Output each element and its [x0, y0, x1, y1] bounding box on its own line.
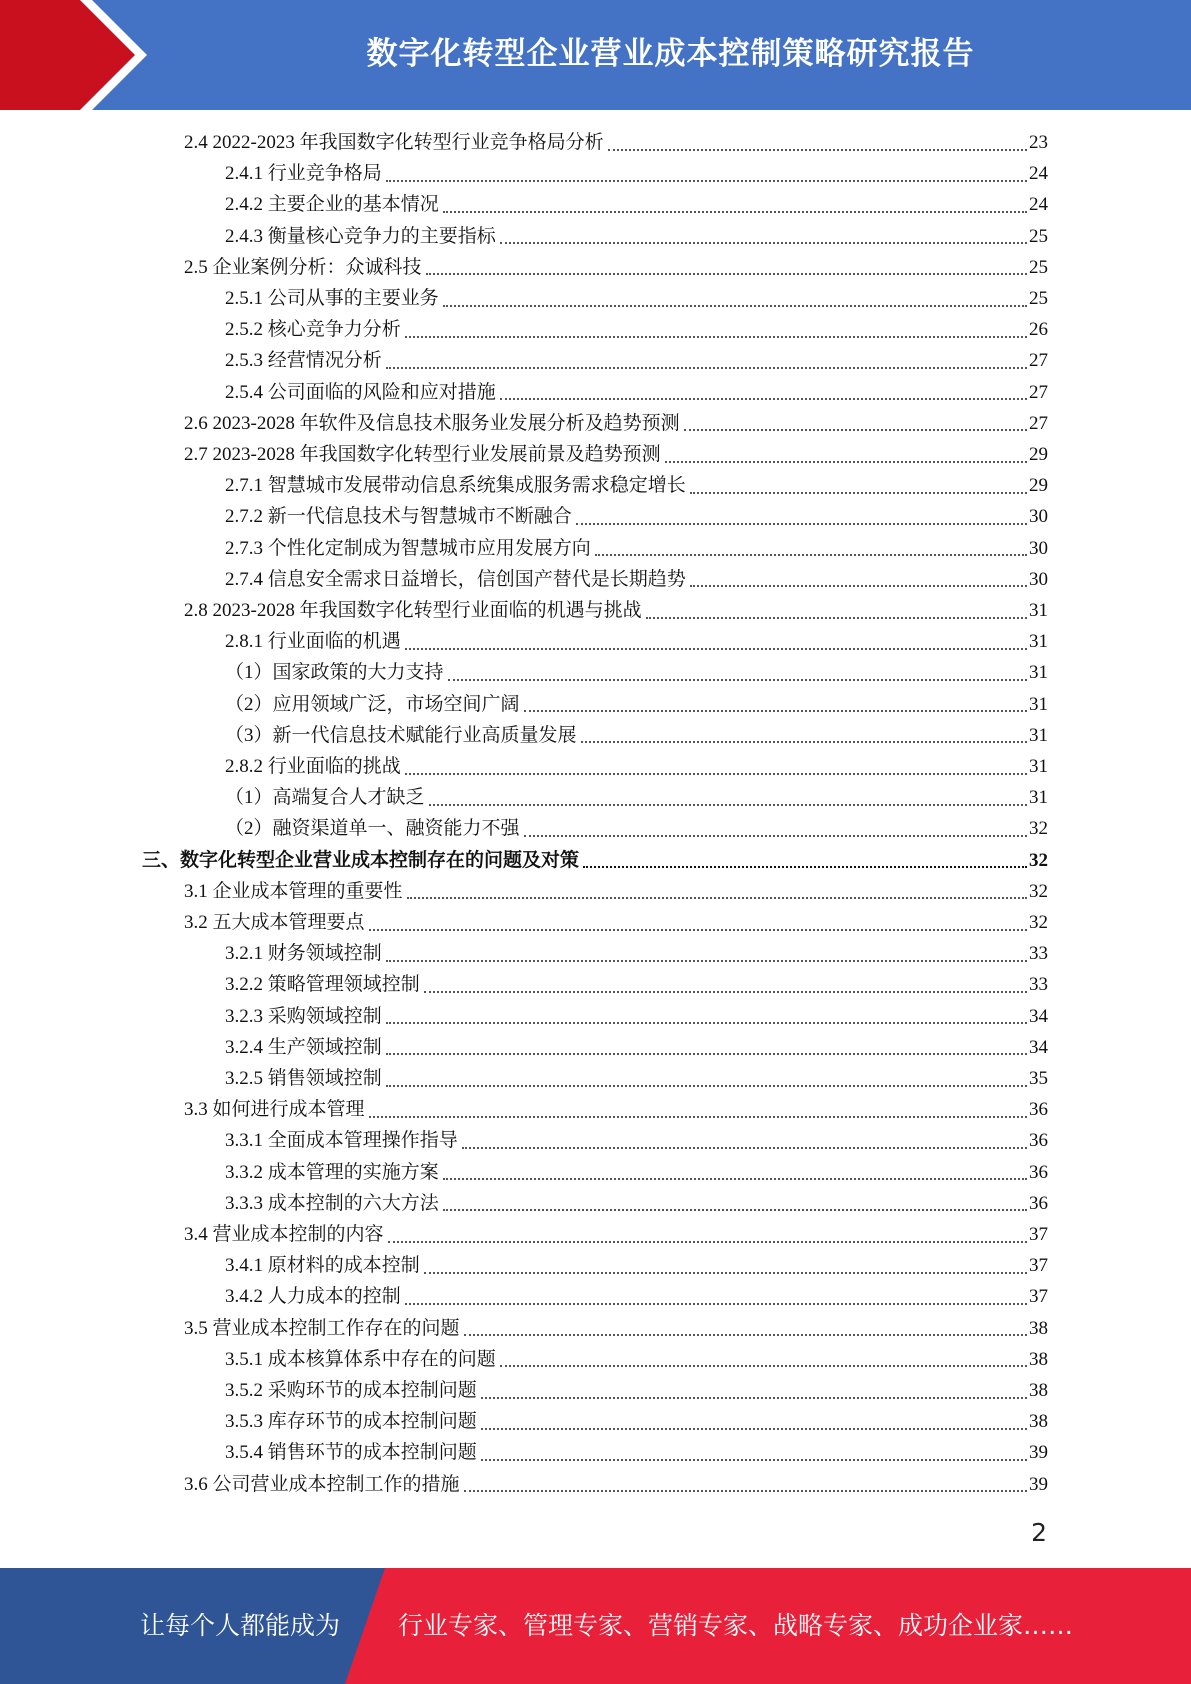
toc-entry-title: 3.2.4 生产领域控制 [225, 1036, 382, 1058]
toc-entry-page: 26 [1029, 319, 1048, 341]
toc-entry-page: 34 [1029, 1005, 1048, 1027]
toc-entry-title: （1）国家政策的大力支持 [225, 662, 444, 684]
toc-dot-leader [581, 741, 1027, 743]
toc-entry-page: 32 [1029, 912, 1048, 933]
toc-entry[interactable] [184, 907, 1048, 938]
toc-entry[interactable] [184, 595, 1048, 626]
toc-dot-leader [608, 149, 1027, 151]
toc-entry-title: 3.5 营业成本控制工作存在的问题 [184, 1317, 460, 1339]
toc-dot-leader [424, 1272, 1027, 1274]
toc-dot-leader [500, 1365, 1027, 1367]
toc-entry-page: 25 [1029, 225, 1048, 247]
toc-entry-page: 36 [1029, 1099, 1048, 1121]
toc-entry[interactable] [225, 189, 1048, 220]
toc-dot-leader [583, 866, 1027, 868]
toc-entry[interactable] [184, 127, 1048, 158]
toc-entry-page: 25 [1029, 288, 1048, 309]
toc-dot-leader [405, 1303, 1027, 1305]
toc-entry[interactable] [225, 283, 1048, 314]
toc-entry-title: 3.1 企业成本管理的重要性 [184, 880, 403, 902]
toc-entry-title: 2.7 2023-2028 年我国数字化转型行业发展前景及趋势预测 [184, 444, 661, 465]
toc-entry[interactable] [225, 1437, 1048, 1468]
toc-entry-page: 29 [1029, 475, 1048, 497]
toc-dot-leader [595, 554, 1027, 556]
toc-entry-title: 3.2.2 策略管理领域控制 [225, 974, 420, 996]
toc-entry-title: 3.2.5 销售领域控制 [225, 1068, 382, 1089]
toc-entry-page: 30 [1029, 506, 1048, 528]
toc-entry[interactable] [225, 1375, 1048, 1406]
toc-dot-leader [448, 679, 1027, 681]
toc-entry-page: 25 [1029, 256, 1048, 278]
toc-dot-leader [690, 585, 1027, 587]
toc-entry-title: 3.3.2 成本管理的实施方案 [225, 1161, 439, 1183]
toc-entry-title: 3.5.2 采购环节的成本控制问题 [225, 1380, 477, 1401]
toc-dot-leader [443, 1209, 1027, 1211]
toc-dot-leader [405, 648, 1027, 650]
toc-entry-title: 3.6 公司营业成本控制工作的措施 [184, 1473, 460, 1495]
toc-entry-title: 2.7.2 新一代信息技术与智慧城市不断融合 [225, 506, 572, 528]
toc-entry-page: 33 [1029, 974, 1048, 996]
toc-entry[interactable] [184, 1313, 1048, 1344]
toc-entry-title: 3.5.3 库存环节的成本控制问题 [225, 1411, 477, 1433]
toc-entry[interactable] [184, 439, 1048, 470]
toc-entry-page: 37 [1029, 1224, 1048, 1245]
toc-entry[interactable] [225, 1157, 1048, 1188]
toc-dot-leader [429, 804, 1027, 806]
toc-entry-page: 27 [1029, 350, 1048, 372]
toc-dot-leader [386, 367, 1027, 369]
toc-entry-title: 2.7.4 信息安全需求日益增长，信创国产替代是长期趋势 [225, 568, 686, 590]
toc-entry[interactable] [225, 345, 1048, 376]
toc-entry[interactable] [184, 1094, 1048, 1125]
toc-entry[interactable] [225, 689, 1048, 720]
toc-dot-leader [481, 1397, 1027, 1399]
toc-entry-page: 27 [1029, 412, 1048, 434]
toc-dot-leader [462, 1147, 1027, 1149]
toc-entry-title: 2.8 2023-2028 年我国数字化转型行业面临的机遇与挑战 [184, 600, 642, 621]
toc-entry[interactable] [225, 1125, 1048, 1156]
toc-entry[interactable] [225, 782, 1048, 813]
toc-entry-title: 三、数字化转型企业营业成本控制存在的问题及对策 [142, 849, 580, 871]
toc-entry-page: 36 [1029, 1130, 1048, 1152]
toc-entry-page: 29 [1029, 444, 1048, 465]
toc-entry[interactable] [184, 252, 1048, 283]
toc-entry[interactable] [225, 221, 1048, 252]
toc-entry[interactable] [225, 1406, 1048, 1437]
toc-dot-leader [500, 242, 1027, 244]
page-number: 2 [1031, 1518, 1047, 1547]
toc-entry-title: 2.5.1 公司从事的主要业务 [225, 288, 439, 309]
toc-dot-leader [443, 305, 1027, 307]
toc-entry-title: 3.2 五大成本管理要点 [184, 912, 365, 933]
toc-dot-leader [684, 429, 1027, 431]
toc-entry-page: 34 [1029, 1036, 1048, 1058]
toc-entry-title: 2.5.2 核心竞争力分析 [225, 319, 401, 341]
toc-entry-page: 24 [1029, 194, 1048, 216]
toc-dot-leader [386, 1022, 1027, 1024]
toc-entry-page: 32 [1029, 818, 1048, 840]
toc-entry[interactable] [225, 314, 1048, 345]
toc-entry-title: 2.5.3 经营情况分析 [225, 350, 382, 372]
toc-entry-page: 32 [1029, 880, 1048, 902]
toc-dot-leader [464, 1334, 1027, 1336]
toc-entry-title: 3.5.1 成本核算体系中存在的问题 [225, 1348, 496, 1370]
toc-entry[interactable] [184, 1219, 1048, 1250]
toc-entry[interactable] [225, 751, 1048, 782]
toc-entry[interactable] [225, 1281, 1048, 1312]
toc-entry-title: （2）融资渠道单一、融资能力不强 [225, 818, 520, 840]
toc-entry[interactable] [225, 720, 1048, 751]
toc-entry[interactable] [225, 1188, 1048, 1219]
toc-dot-leader [690, 492, 1027, 494]
footer-slogan-right: 行业专家、管理专家、营销专家、战略专家、成功企业家…… [398, 1611, 1074, 1640]
toc-entry[interactable] [225, 813, 1048, 844]
toc-entry[interactable] [225, 1001, 1048, 1032]
toc-entry-title: 2.6 2023-2028 年软件及信息技术服务业发展分析及趋势预测 [184, 412, 680, 434]
toc-entry-page: 31 [1029, 600, 1048, 621]
toc-entry-title: 2.5.4 公司面临的风险和应对措施 [225, 381, 496, 403]
toc-entry[interactable] [225, 626, 1048, 657]
toc-entry-page: 33 [1029, 943, 1048, 965]
toc-entry-title: 3.5.4 销售环节的成本控制问题 [225, 1442, 477, 1464]
toc-entry-page: 36 [1029, 1192, 1048, 1214]
toc-entry[interactable] [225, 470, 1048, 501]
footer-banner [0, 1568, 1191, 1684]
toc-entry-page: 39 [1029, 1473, 1048, 1495]
toc-entry-page: 27 [1029, 381, 1048, 403]
toc-entry-title: 3.3 如何进行成本管理 [184, 1099, 365, 1121]
toc-entry-page: 31 [1029, 756, 1048, 777]
toc-entry[interactable] [184, 876, 1048, 907]
toc-entry[interactable] [225, 657, 1048, 688]
toc-entry-page: 31 [1029, 631, 1048, 653]
toc-dot-leader [386, 180, 1027, 182]
toc-entry-page: 24 [1029, 163, 1048, 185]
toc-entry[interactable] [225, 1063, 1048, 1094]
toc-dot-leader [524, 835, 1027, 837]
toc-entry[interactable] [225, 938, 1048, 969]
toc-entry-title: 2.4 2022-2023 年我国数字化转型行业竞争格局分析 [184, 132, 604, 153]
toc-entry-page: 31 [1029, 787, 1048, 809]
toc-entry-title: 3.4.1 原材料的成本控制 [225, 1255, 420, 1277]
toc-dot-leader [405, 336, 1027, 338]
toc-entry-page: 38 [1029, 1380, 1048, 1401]
toc-entry-page: 36 [1029, 1161, 1048, 1183]
toc-dot-leader [386, 1053, 1027, 1055]
toc-entry-page: 31 [1029, 724, 1048, 746]
toc-entry[interactable] [142, 845, 1048, 876]
toc-entry[interactable] [225, 969, 1048, 1000]
toc-entry-page: 35 [1029, 1068, 1048, 1089]
toc-entry[interactable] [184, 408, 1048, 439]
toc-dot-leader [405, 773, 1027, 775]
toc-dot-leader [443, 1178, 1027, 1180]
toc-dot-leader [576, 523, 1027, 525]
toc-entry-title: 2.8.2 行业面临的挑战 [225, 756, 401, 777]
toc-dot-leader [500, 398, 1027, 400]
report-title: 数字化转型企业营业成本控制策略研究报告 [366, 35, 975, 72]
toc-entry-page: 31 [1029, 662, 1048, 684]
toc-entry[interactable] [225, 501, 1048, 532]
toc-entry[interactable] [225, 1344, 1048, 1375]
toc-entry-page: 39 [1029, 1442, 1048, 1464]
toc-dot-leader [464, 1490, 1027, 1492]
toc-dot-leader [386, 1085, 1027, 1087]
toc-dot-leader [481, 1459, 1027, 1461]
toc-entry-title: 2.7.3 个性化定制成为智慧城市应用发展方向 [225, 537, 591, 559]
toc-entry[interactable] [225, 1250, 1048, 1281]
toc-dot-leader [426, 273, 1027, 275]
toc-entry[interactable] [225, 533, 1048, 564]
toc-entry[interactable] [225, 158, 1048, 189]
toc-entry-page: 37 [1029, 1286, 1048, 1308]
toc-entry-title: 2.4.3 衡量核心竞争力的主要指标 [225, 225, 496, 247]
toc-entry-title: 2.7.1 智慧城市发展带动信息系统集成服务需求稳定增长 [225, 475, 686, 497]
toc-entry-page: 32 [1029, 849, 1048, 871]
toc-dot-leader [481, 1428, 1027, 1430]
toc-entry[interactable] [225, 564, 1048, 595]
toc-entry-title: 2.5 企业案例分析：众诚科技 [184, 256, 422, 278]
toc-entry-title: 2.8.1 行业面临的机遇 [225, 631, 401, 653]
toc-entry-page: 23 [1029, 132, 1048, 153]
toc-dot-leader [369, 1116, 1027, 1118]
toc-entry-title: 2.4.2 主要企业的基本情况 [225, 194, 439, 216]
toc-dot-leader [646, 617, 1027, 619]
toc-entry-page: 31 [1029, 693, 1048, 715]
toc-entry[interactable] [225, 377, 1048, 408]
toc-dot-leader [424, 991, 1027, 993]
toc-dot-leader [388, 1241, 1027, 1243]
toc-dot-leader [386, 960, 1027, 962]
toc-entry-page: 38 [1029, 1317, 1048, 1339]
toc-dot-leader [407, 897, 1027, 899]
toc-entry-title: （3）新一代信息技术赋能行业高质量发展 [225, 724, 577, 746]
toc-dot-leader [524, 710, 1027, 712]
toc-entry-title: 3.2.3 采购领域控制 [225, 1005, 382, 1027]
toc-entry-page: 30 [1029, 537, 1048, 559]
report-header [0, 0, 1191, 110]
toc-entry-title: 3.4.2 人力成本的控制 [225, 1286, 401, 1308]
toc-entry[interactable] [184, 1469, 1048, 1500]
toc-entry-title: 2.4.1 行业竞争格局 [225, 163, 382, 185]
toc-entry-title: 3.4 营业成本控制的内容 [184, 1224, 384, 1245]
toc-entry-title: （2）应用领域广泛，市场空间广阔 [225, 693, 520, 715]
toc-dot-leader [443, 211, 1027, 213]
toc-entry-page: 30 [1029, 568, 1048, 590]
toc-entry-title: 3.3.1 全面成本管理操作指导 [225, 1130, 458, 1152]
toc-dot-leader [665, 461, 1027, 463]
toc-entry-title: 3.3.3 成本控制的六大方法 [225, 1192, 439, 1214]
footer-slogan-left: 让每个人都能成为 [140, 1611, 341, 1640]
toc-entry-title: 3.2.1 财务领域控制 [225, 943, 382, 965]
header-arrow-decoration [0, 0, 150, 110]
toc-entry-title: （1）高端复合人才缺乏 [225, 787, 425, 809]
toc-entry-page: 38 [1029, 1348, 1048, 1370]
toc-entry-page: 37 [1029, 1255, 1048, 1277]
toc-entry[interactable] [225, 1032, 1048, 1063]
toc-dot-leader [369, 929, 1027, 931]
toc-entry-page: 38 [1029, 1411, 1048, 1433]
